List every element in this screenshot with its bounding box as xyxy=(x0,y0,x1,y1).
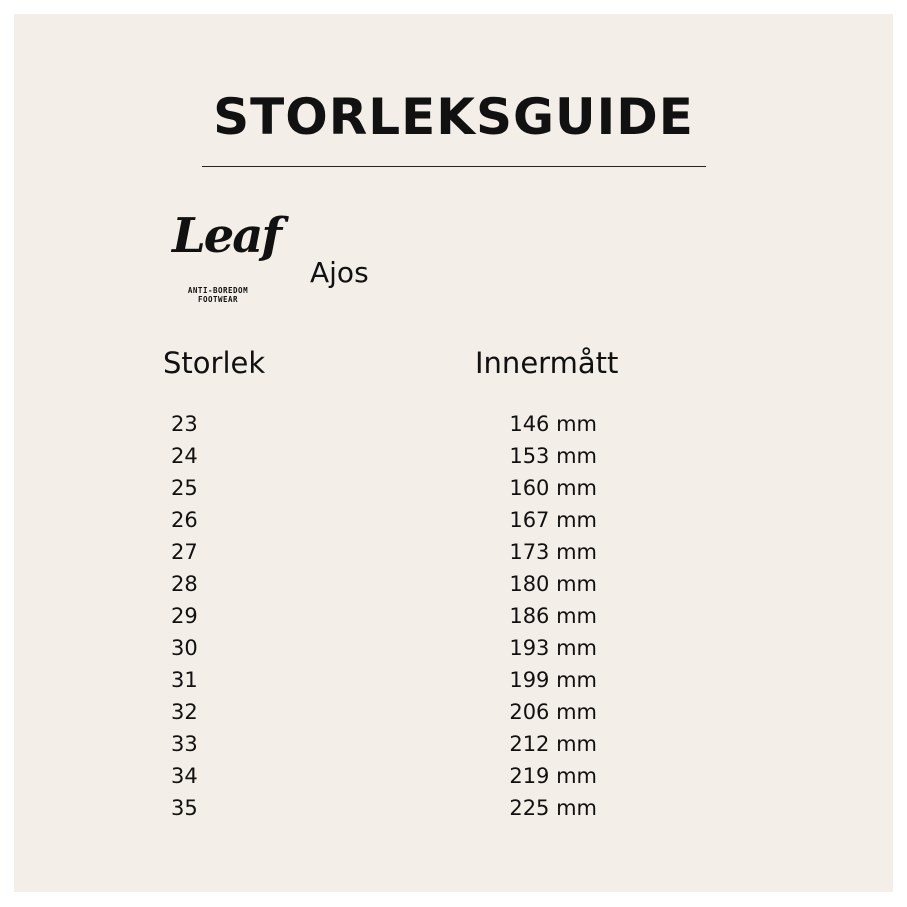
size-cell: 29 xyxy=(171,604,198,628)
table-row xyxy=(0,569,907,601)
size-cell: 35 xyxy=(171,796,198,820)
column-header-size: Storlek xyxy=(163,346,266,380)
table-row xyxy=(0,761,907,793)
brand-logo xyxy=(168,208,281,308)
table-row xyxy=(0,601,907,633)
table-row xyxy=(0,665,907,697)
inner-length-cell: 180 mm xyxy=(509,572,597,596)
title-divider xyxy=(202,166,706,167)
size-cell: 24 xyxy=(171,444,198,468)
inner-length-cell: 186 mm xyxy=(509,604,597,628)
inner-length-cell: 206 mm xyxy=(509,700,597,724)
size-cell: 32 xyxy=(171,700,198,724)
size-cell: 25 xyxy=(171,476,198,500)
brand-logo-script: Leaf xyxy=(172,208,281,264)
table-row xyxy=(0,441,907,473)
size-cell: 33 xyxy=(171,732,198,756)
brand-tagline-line-1: ANTI-BOREDOM xyxy=(187,286,249,295)
page-title: STORLEKSGUIDE xyxy=(213,88,694,146)
size-cell: 30 xyxy=(171,636,198,660)
inner-length-cell: 167 mm xyxy=(509,508,597,532)
inner-length-cell: 146 mm xyxy=(509,412,597,436)
table-row xyxy=(0,793,907,825)
size-cell: 26 xyxy=(171,508,198,532)
table-row xyxy=(0,729,907,761)
size-cell: 31 xyxy=(171,668,198,692)
size-cell: 28 xyxy=(171,572,198,596)
table-row xyxy=(0,633,907,665)
inner-length-cell: 225 mm xyxy=(509,796,597,820)
table-row xyxy=(0,537,907,569)
column-header-inner-length: Innermått xyxy=(475,346,619,380)
size-table xyxy=(0,409,907,825)
inner-length-cell: 212 mm xyxy=(509,732,597,756)
inner-length-cell: 153 mm xyxy=(509,444,597,468)
size-cell: 27 xyxy=(171,540,198,564)
size-cell: 34 xyxy=(171,764,198,788)
table-row xyxy=(0,697,907,729)
inner-length-cell: 193 mm xyxy=(509,636,597,660)
inner-length-cell: 219 mm xyxy=(509,764,597,788)
table-row xyxy=(0,505,907,537)
table-row xyxy=(0,409,907,441)
inner-length-cell: 173 mm xyxy=(509,540,597,564)
model-name: Ajos xyxy=(310,256,369,289)
table-row xyxy=(0,473,907,505)
inner-length-cell: 160 mm xyxy=(509,476,597,500)
inner-length-cell: 199 mm xyxy=(509,668,597,692)
size-cell: 23 xyxy=(171,412,198,436)
brand-tagline-line-2: FOOTWEAR xyxy=(197,295,239,304)
